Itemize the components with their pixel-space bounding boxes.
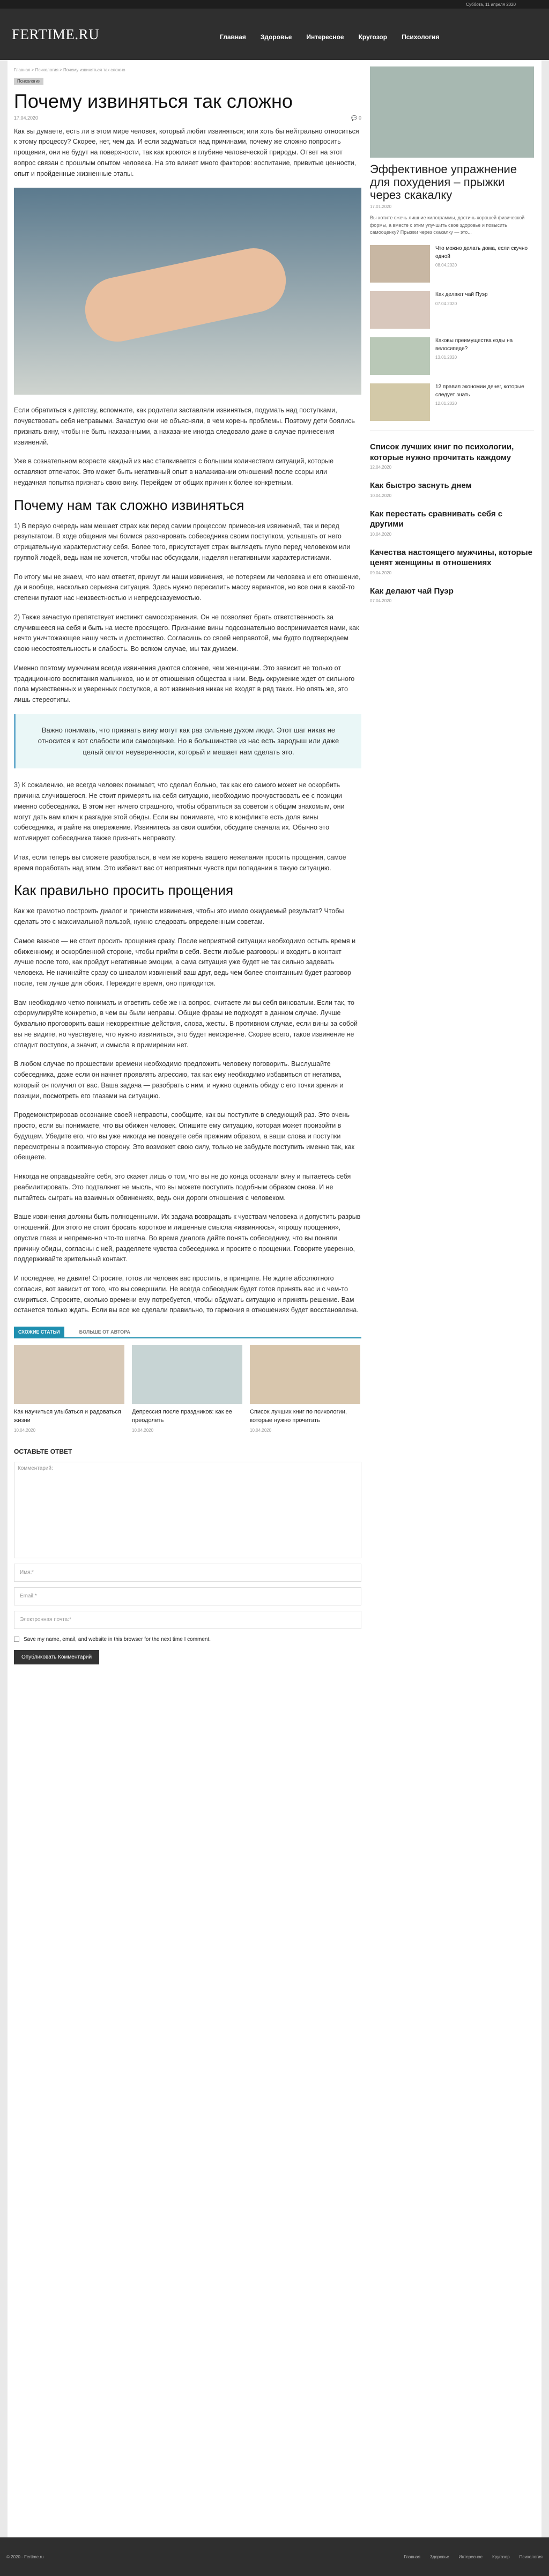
article-date: 17.04.2020 — [14, 115, 39, 121]
section-heading: Почему нам так сложно извиняться — [14, 497, 244, 513]
comment-form — [14, 1448, 361, 1664]
article-paragraph: Продемонстрировав осознание своей неправоты, сообщите, как вы поступите в следующий раз. Это очень просто, если вы понимаете, что вы обижен человек. Опишите ему ситуацию, которая может произойти в будущем. Убедите его, что вы уже никогда не поведете себя прежним образом, а ваши слова и поступки пересмотрены в позитивную сторону. Это возможет свою силу, только не забудьте поступить именно так, как обещаете. — [14, 1111, 355, 1161]
site-header — [0, 9, 549, 60]
article-meta — [14, 115, 361, 121]
sidebar-list-item[interactable]: Как делают чай Пуэр 07.04.2020 — [370, 586, 454, 604]
footer-psychology[interactable]: Психология — [519, 2555, 543, 2559]
article-paragraph: 2) Также зачастую препятствует инстинкт самосохранения. Он не позволяет брать ответственность за случившееся на себя и быть на месте просящего. Признание вины подсознательно воспринимается нами, как нечто уничтожающее нашу честь и достоинство. Согласишь со своей неправотой, мы будто подтверждаем свою несостоятельность и слабость. Во всяком случае, мы так думаем. — [14, 613, 359, 653]
article-paragraph: И последнее, не давите! Спросите, готов ли человек вас простить, в принципе. Не ждите абсолютного согласия, вот зависит от того, что вы совершили. Не всегда собеседник будет готов принять вас и с чем-то смириться. Спросите, сколько времени ему потребуется, чтобы обдумать ситуацию и принять решение. Вам останется только ждать. Если вы все же сделали правильно, то гармония в отношениях будет восстановлена. — [14, 1275, 359, 1314]
sidebar-mini-item[interactable]: 12 правил экономии денег, которые следует знать 12.01.2020 — [370, 383, 534, 421]
article-paragraph: Ваше извинения должны быть полноценными. Их задача возвращать к чувствам человека и допустить разрыв отношений. Для этого не стоит бросать короткое и лишенные смысла «извиняюсь», «прошу прощения», опустив глаза и непременно что-то шепча. Во время диалога дайте понять собеседнику, что вы поняли причину обиды, согласны с ней, разделяете чувства собеседника и просите о прощении. Говорите уверенно, поддерживайте зрительный контакт. — [14, 1213, 361, 1263]
article-paragraph: Итак, если теперь вы сможете разобраться, в чем же корень вашего нежелания просить прощения, самое время поработать над этим. Это избавит вас от неприятных чувств при попадании в такую ситуацию. — [14, 853, 346, 872]
article-paragraph: Самое важное — не стоит просить прощения сразу. После неприятной ситуации необходимо остыть время и обиженному, и оскорбленной стороне, чтобы прийти в себя. Вести любые разговоры и входить в контакт лучше после того, как пройдут негативные эмоции, а сама ситуация уже будет не так сильно задевать человека. Не начинайте сразу со шквалом извинений ваш друг, ведь чем более спонтанным будет разговор после, тем лучше для обоих. Переждите время, оно пригодится. — [14, 937, 356, 987]
article-paragraph: 3) К сожалению, не всегда человек понимает, что сделал больно, так как его самого может не оскорбить причина случившегося. Не стоит примерять на себя ситуацию, необходимо прочувствовать ее с позиции именно собеседника. В этом нет ничего страшного, чтобы обратиться за советом к общим знакомым, они могут дать вам ключ к разгадке этой обиды. Если вы понимаете, что в конфликте есть доля вины собеседника, играйте на опережение. Извинитесь за свои ошибки, обсудите сначала их. Обычно это мотивирует собеседника также признать неправоту. — [14, 781, 345, 842]
nav-psychology[interactable]: Психология — [402, 33, 440, 41]
sidebar-feature[interactable] — [370, 66, 534, 236]
sidebar — [370, 66, 534, 603]
comment-count: 💬 0 — [351, 115, 361, 121]
sidebar-list-item[interactable]: Как перестать сравнивать себя с другими 10.04.2020 — [370, 509, 503, 537]
article-paragraph: Уже в сознательном возрасте каждый из нас сталкивается с большим количеством ситуаций, которые оставляют отпечаток. Это может быть негативный опыт в налаживании отношений после ссоры или неудачная попытка признать свою вину. Перейдем от общих причин к более конкретным. — [14, 457, 334, 486]
sidebar-mini-item[interactable]: Что можно делать дома, если скучно одной 08.04.2020 — [370, 245, 534, 283]
related-articles — [14, 1345, 361, 1433]
article-column — [14, 66, 361, 1664]
email-input[interactable]: Email:* — [14, 1587, 361, 1605]
related-card[interactable]: Депрессия после праздников: как ее преодолеть 10.04.2020 — [132, 1345, 242, 1433]
top-bar — [0, 0, 549, 9]
category-badge[interactable]: Психология — [14, 78, 43, 85]
date-label: Суббота, 11 апреля 2020 — [466, 2, 516, 7]
article-paragraph: Как вы думаете, есть ли в этом мире человек, который любит извиняться; или хоть бы нейтрально относиться к этому процессу? Скорее, нет, чем да. И если задуматься над причинами, почему же сложно попросить прощения, они не будут на поверхности, так как кроются в глубине человеческой природы. Ответ на этот вопрос связан с прошлым опытом человека. На это влияет много факторов: воспитание, привитые ценности, опыт и пройденные жизненные этапы. — [14, 127, 359, 177]
site-footer — [0, 2537, 549, 2576]
breadcrumb-home[interactable]: Главная — [14, 68, 31, 72]
tab-similar[interactable]: СХОЖИЕ СТАТЬИ — [14, 1327, 64, 1337]
save-info-checkbox-row[interactable]: Save my name, email, and website in this browser for the next time I comment. — [14, 1637, 361, 1642]
comment-form-title: ОСТАВЬТЕ ОТВЕТ — [14, 1447, 72, 1455]
nav-interesting[interactable]: Интересное — [306, 33, 344, 41]
article-paragraph: В любом случае по прошествии времени необходимо предложить человеку поговорить. Выслушайте собеседника, даже если он начнет проявлять агрессию, так как ему необходимо избавиться от негатива, который он получил от вас. Ваша задача — разобрать с ним, и нужно оценить обиду с его точки зрения и позиции, посмотреть его глазами на ситуацию. — [14, 1060, 344, 1100]
article-paragraph: 1) В первую очередь нам мешает страх как перед самим процессом принесения извинений, так и перед результатом. В ходе общения мы боимся разочаровать собеседника своим поступком, услышать от него отрицательную характеристику себя. Более того, присутствует страх выглядеть глупо перед человеком или группой людей, ведь нам не хочется, чтобы нас обсуждали, наделяя негативными характеристиками. — [14, 522, 351, 561]
section-heading: Как правильно просить прощения — [14, 882, 234, 899]
article-paragraph: Никогда не оправдывайте себя, это скажет лишь о том, что вы не до конца осознали вину и пытаетесь себя реабилитировать. Это подталкнет не мысль, что вы можете поступить подобным образом снова. И не пытайтесь сыграть на взаимных обвинениях, ведь они дороги отношения с человеком. — [14, 1173, 351, 1202]
page-container — [8, 60, 541, 2537]
related-card[interactable]: Как научиться улыбаться и радоваться жизни 10.04.2020 — [14, 1345, 124, 1433]
related-tabs — [14, 1327, 361, 1338]
article-paragraph: По итогу мы не знаем, что нам ответят, примут ли наши извинения, не потеряем ли человека и его отношение, да и вообще, насколько серьезна ситуация. Здесь нужно пересилить массу вариантов, но все они в какой-то степени пугают нас неизвестностью и непредсказуемостью. — [14, 573, 361, 602]
article-paragraph: Как же грамотно построить диалог и принести извинения, чтобы это имело ожидаемый результат? Чтобы сделать это с максимальной пользой, нужно следовать определенным советам. — [14, 907, 344, 926]
feature-image — [370, 66, 534, 158]
footer-interesting[interactable]: Интересное — [458, 2555, 483, 2559]
breadcrumb: Главная > Психология > Почему извиняться так сложно — [14, 68, 125, 72]
nav-outlook[interactable]: Кругозор — [358, 33, 388, 41]
feature-text: Вы хотите сжечь лишние килограммы, достичь хорошей физической формы, а вместе с этим улучшить свое здоровье и повысить самооценку? Прыжки через скакалку — это... — [370, 214, 525, 235]
submit-comment-button[interactable]: Опубликовать Комментарий — [14, 1650, 99, 1664]
article-title: Почему извиняться так сложно — [14, 90, 293, 112]
nav-health[interactable]: Здоровье — [260, 33, 292, 41]
sidebar-mini-item[interactable]: Каковы преимущества езды на велосипеде? 13.01.2020 — [370, 337, 534, 375]
site-logo[interactable]: FERTIME.RU — [12, 26, 100, 42]
name-input[interactable]: Имя:* — [14, 1564, 361, 1582]
footer-copy: © 2020 - Fertime.ru — [6, 2555, 44, 2559]
sidebar-list-item[interactable]: Список лучших книг по психологии, которые нужно прочитать каждому 12.04.2020 — [370, 442, 514, 470]
article-paragraph: Если обратиться к детству, вспомните, как родители заставляли извиняться, подумать над поступками, почувствовать себя неправыми. Зачастую они не объясняли, в чем корень проблемы. Поэтому дети боялись признать вину, чтобы не быть наказанными, а наказание иногда следовало даже в случае принесения извинений. — [14, 406, 355, 446]
feature-title[interactable]: Эффективное упражнение для похудения – прыжки через скакалку — [370, 162, 517, 202]
sidebar-list-item[interactable]: Качества настоящего мужчины, которые ценят женщины в отношениях 09.04.2020 — [370, 547, 532, 575]
comment-textarea[interactable]: Комментарий: — [14, 1462, 361, 1558]
site-input[interactable]: Электронная почта:* — [14, 1611, 361, 1629]
footer-links — [404, 2555, 543, 2559]
feature-date: 17.01.2020 — [370, 204, 392, 209]
nav-home[interactable]: Главная — [220, 33, 246, 41]
quote-block — [14, 714, 361, 769]
quote-text: Важно понимать, что признать вину могут как раз сильные духом люди. Этот шаг никак не относится к вот слабости или самооценке. Но в большинстве из нас есть зародыш или даже целый оплот неуверенности, который и мешает нам сделать это. — [38, 726, 339, 756]
breadcrumb-current: Почему извиняться так сложно — [63, 68, 125, 72]
article-paragraph: Вам необходимо четко понимать и ответить себе же на вопрос, считаете ли вы себя виноватым. Если так, то сформулируйте конкретно, в чем вы были неправы. Общие фразы не подходят в данном случае. Лучше буквально проговорить ваши некорректные действия, слова, жесты. В противном случае, если вины за собой вы не видите, но чувствуете, что нужно извиниться, это будет неискренне. Скорее всего, такое извинение не сгладит поступок, а значит, и смысла в примирении нет. — [14, 998, 358, 1049]
hands-photo — [14, 188, 361, 395]
related-card[interactable]: Список лучших книг по психологии, которые нужно прочитать 10.04.2020 — [250, 1345, 360, 1433]
main-nav — [220, 33, 439, 41]
footer-home[interactable]: Главная — [404, 2555, 420, 2559]
sidebar-mini-item[interactable]: Как делают чай Пуэр 07.04.2020 — [370, 291, 534, 329]
footer-health[interactable]: Здоровье — [429, 2555, 449, 2559]
footer-outlook[interactable]: Кругозор — [492, 2555, 510, 2559]
article-paragraph: Именно поэтому мужчинам всегда извинения даются сложнее, чем женщинам. Это зависит не только от традиционного воспитания мальчиков, но и от отношения общества к ним. Ведь окружение ждет от сильного пола мужественных и уверенных поступков, а вот извинения никак не входят в ряд таких. Но опять же, это лишь стереотипы. — [14, 664, 355, 704]
sidebar-list-item[interactable]: Как быстро заснуть днем 10.04.2020 — [370, 481, 472, 498]
breadcrumb-psychology[interactable]: Психология — [35, 68, 58, 72]
tab-more-author[interactable]: БОЛЬШЕ ОТ АВТОРА — [79, 1329, 130, 1335]
